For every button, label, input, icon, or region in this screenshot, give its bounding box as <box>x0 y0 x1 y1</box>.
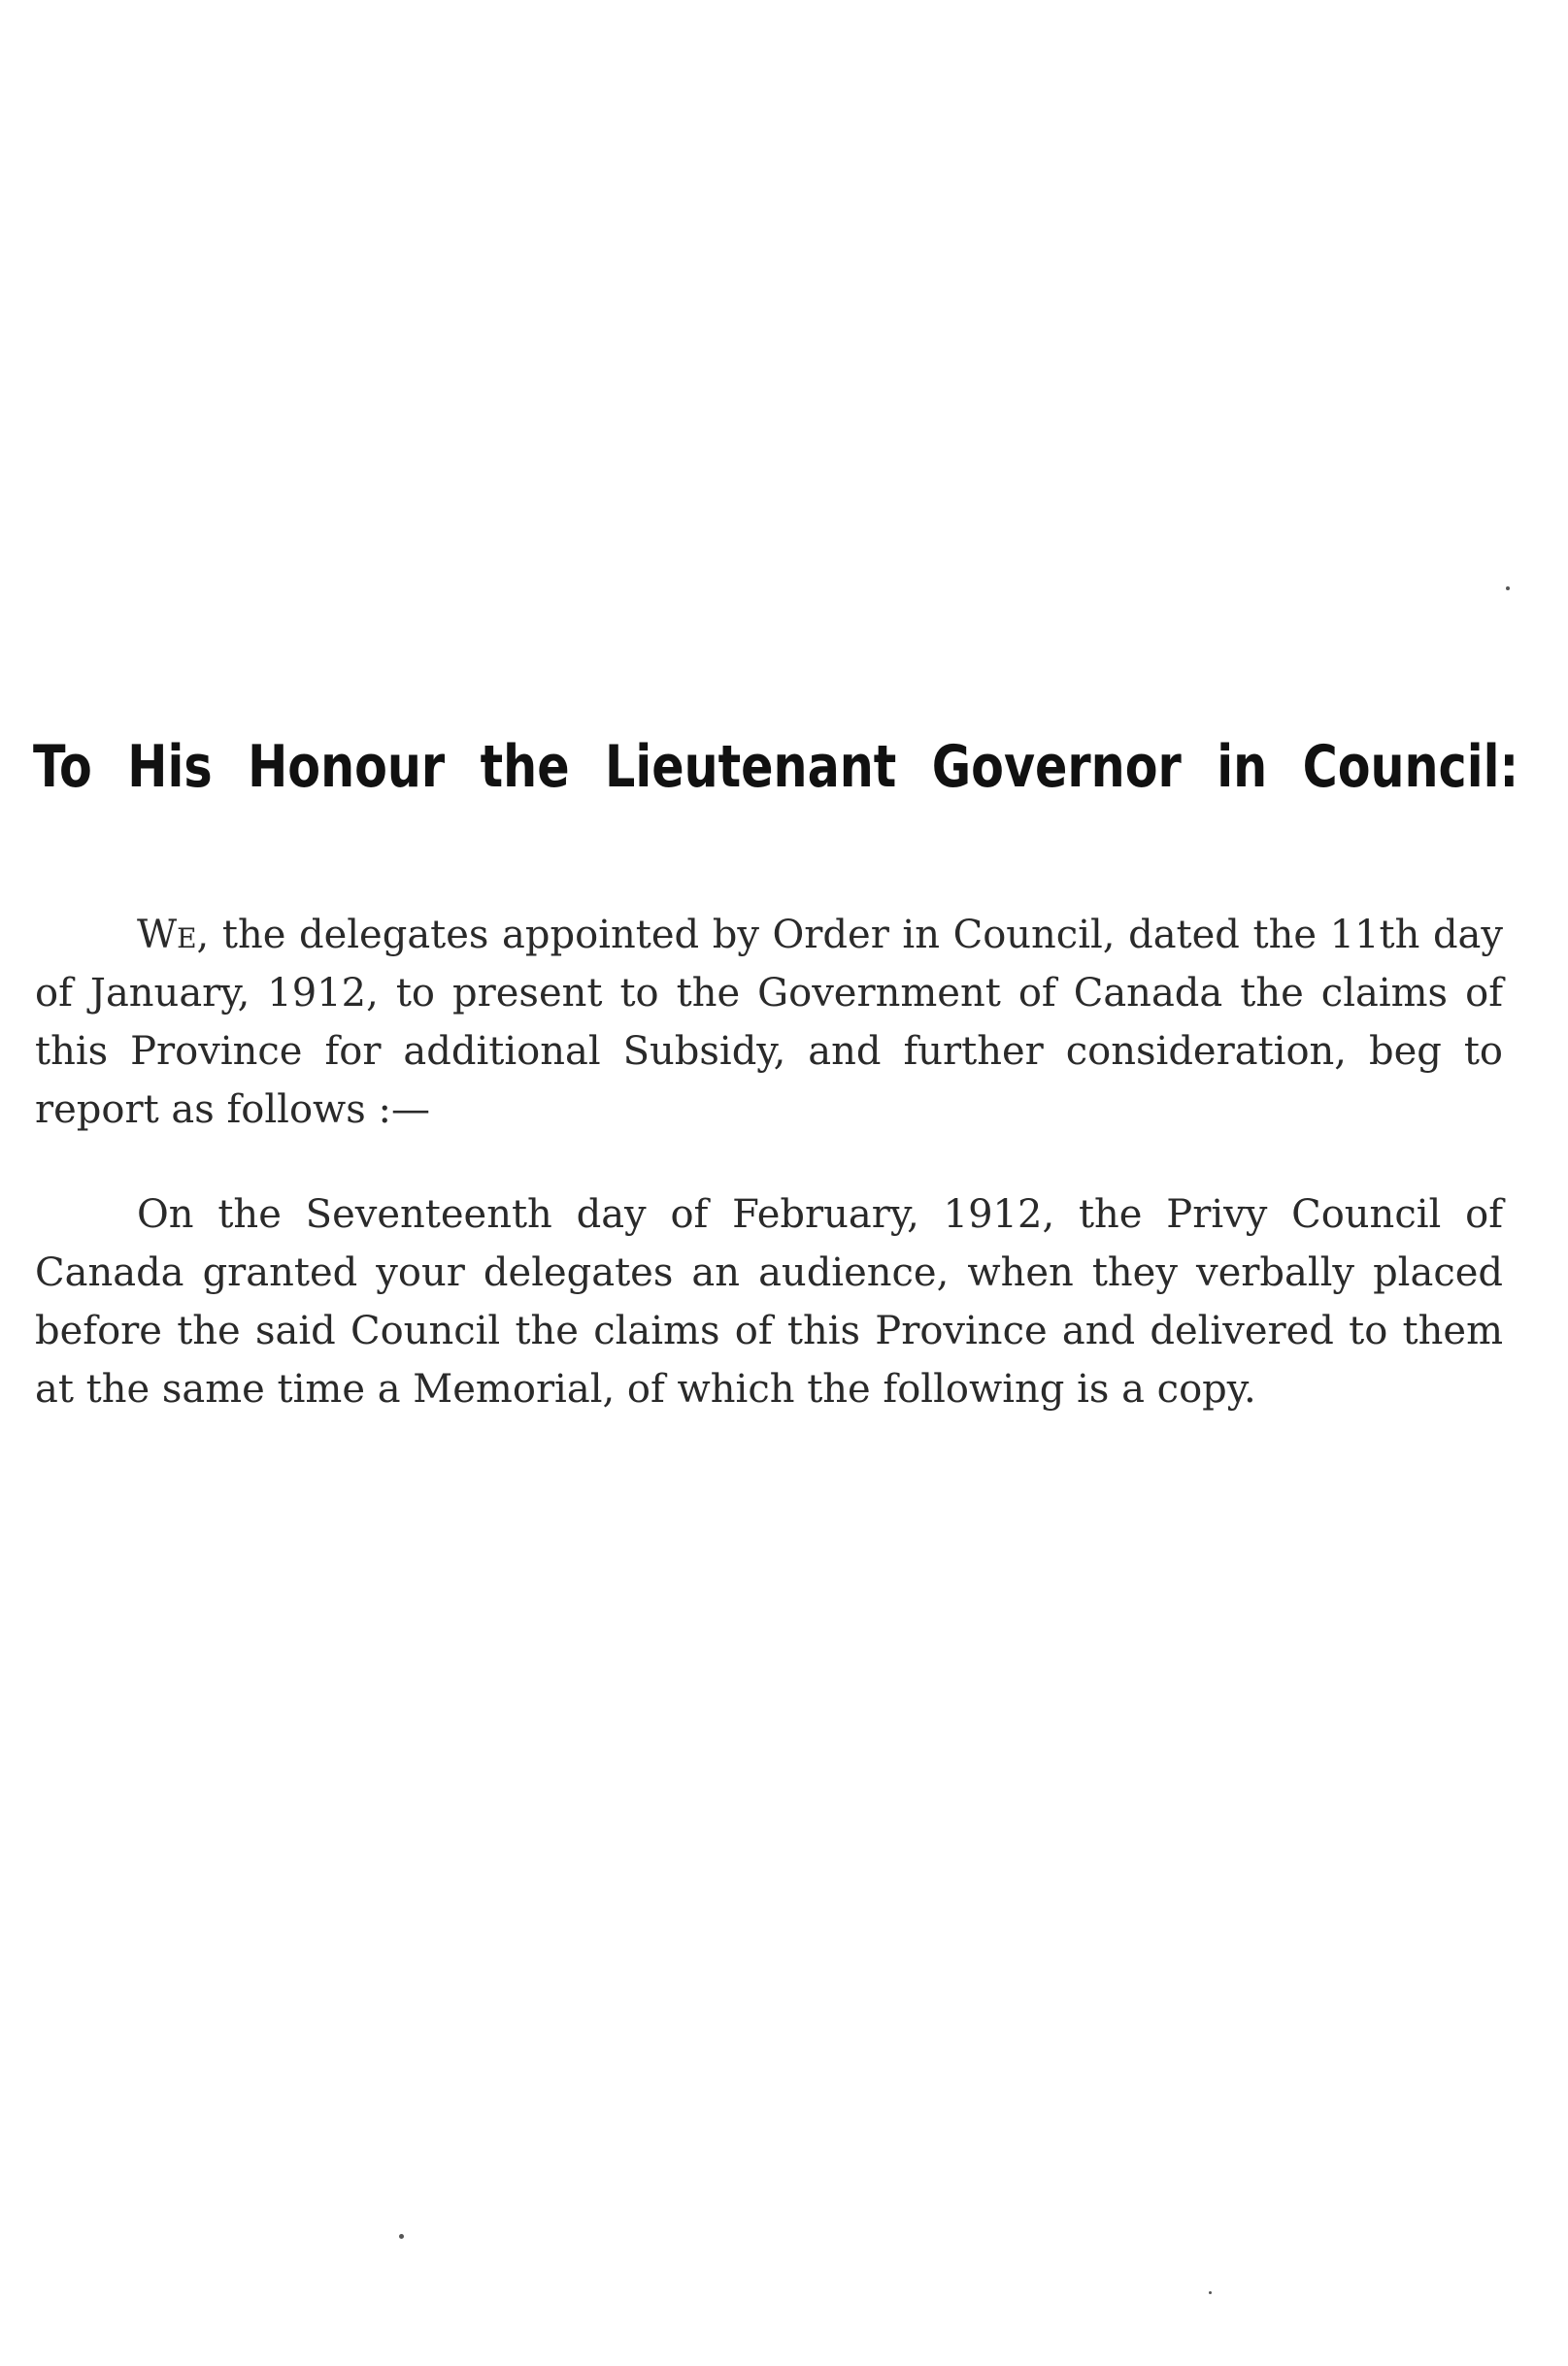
paragraph-lead-word: We, <box>137 913 210 957</box>
report-paragraph-1 <box>35 906 1503 1139</box>
scan-speck <box>1506 586 1510 590</box>
scan-speck <box>399 2234 404 2239</box>
paragraph-1-text: the delegates appointed by Order in Council, dated the 11th day of January, 1912, to present to the Government of Canada the claims of this Province for additional Subsidy, and further consideration, beg to report as follows :— <box>35 913 1503 1132</box>
page-heading: To His Honour the Lieutenant Governor in Council: <box>33 733 1519 801</box>
paragraph-2-text: On the Seventeenth day of February, 1912, the Privy Council of Canada granted your delegates an audience, when they verbally placed before the said Council the claims of this Province and delivered to them at the same time a Memorial, of which the following is a copy. <box>35 1192 1503 1412</box>
scan-speck <box>1209 2291 1212 2294</box>
report-paragraph-2 <box>35 1185 1503 1418</box>
